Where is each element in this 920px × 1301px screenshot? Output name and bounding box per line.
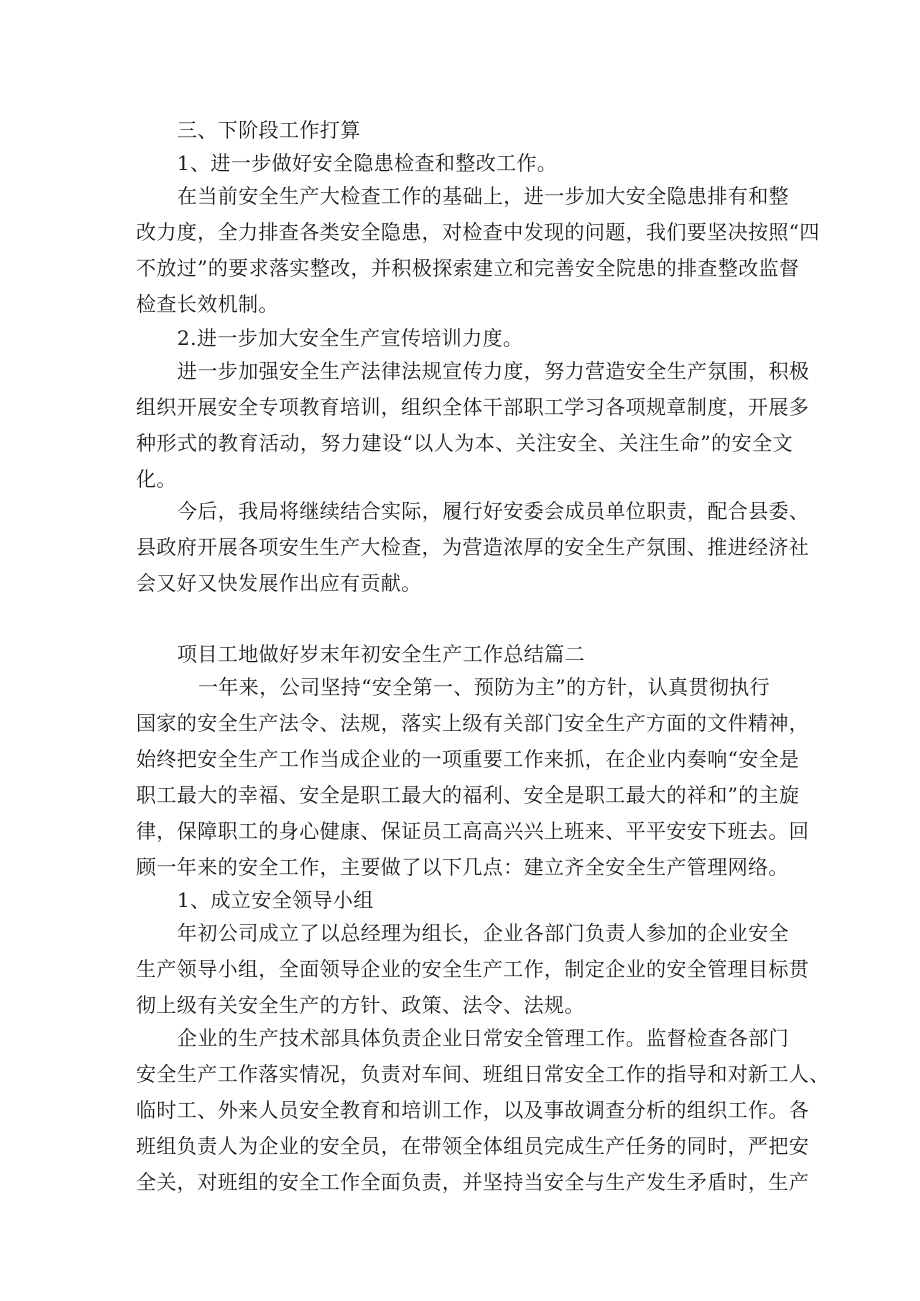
paragraph-line: 检查长效机制。	[136, 292, 279, 316]
paragraph-line: 顾一年来的安全工作，主要做了以下几点：建立齐全安全生产管理网络。	[136, 855, 789, 879]
item-heading: 1、成立安全领导小组	[177, 888, 374, 912]
paragraph-line: 生产领导小组，全面领导企业的安全生产工作，制定企业的安全管理目标贯	[136, 957, 810, 981]
paragraph-line: 始终把安全生产工作当成企业的一项重要工作来抓，在企业内奏响“安全是	[136, 747, 800, 771]
paragraph-line: 律，保障职工的身心健康、保证员工高高兴兴上班来、平平安安下班去。回	[136, 819, 810, 843]
paragraph-line: 种形式的教育活动，努力建设“以人为本、关注安全、关注生命”的安全文	[136, 431, 793, 455]
paragraph-line: 县政府开展各项安生生产大检查，为营造浓厚的安全生产氛围、推进经济社	[136, 535, 810, 559]
paragraph-line: 改力度，全力排查各类安全隐患，对检查中发现的问题，我们要坚决按照“四	[136, 220, 820, 244]
paragraph-line: 不放过”的要求落实整改，并积极探索建立和完善安全院患的排查整改监督	[136, 256, 800, 280]
article-title: 项目工地做好岁末年初安全生产工作总结篇二	[177, 642, 585, 666]
item-heading: 2.进一步加大安全生产宣传培训力度。	[177, 326, 524, 350]
paragraph-line: 在当前安全生产大检查工作的基础上，进一步加大安全隐患排有和整	[177, 184, 789, 208]
paragraph-line: 安全生产工作落实情况，负责对车间、班组日常安全工作的指导和对新工人、	[136, 1062, 830, 1086]
paragraph-line: 一年来，公司坚持“安全第一、预防为主”的方针，认真贯彻执行	[198, 675, 771, 699]
paragraph-line: 组织开展安全专项教育培训，组织全体干部职工学习各项规章制度，开展多	[136, 395, 810, 419]
item-heading: 1、进一步做好安全隐患检查和整改工作。	[177, 151, 558, 175]
paragraph-line: 今后，我局将继续结合实际，履行好安委会成员单位职责，配合县委、	[177, 499, 810, 523]
paragraph-line: 班组负责人为企业的安全员，在带领全体组员完成生产任务的同时，严把安	[136, 1134, 810, 1158]
paragraph-line: 企业的生产技术部具体负责企业日常安全管理工作。监督检查各部门	[177, 1026, 789, 1050]
paragraph-line: 职工最大的幸福、安全是职工最大的福利、安全是职工最大的祥和”的主旋	[136, 783, 800, 807]
paragraph-line: 进一步加强安全生产法律法规宣传力度，努力营造安全生产氛围，积极	[177, 359, 810, 383]
paragraph-line: 国家的安全生产法令、法规，落实上级有关部门安全生产方面的文件精神，	[136, 711, 810, 735]
paragraph-line: 化。	[136, 467, 177, 491]
paragraph-line: 全关，对班组的安全工作全面负责，并坚持当安全与生产发生矛盾时，生产	[136, 1170, 810, 1194]
paragraph-line: 彻上级有关安全生产的方针、政策、法令、法规。	[136, 993, 585, 1017]
paragraph-line: 临时工、外来人员安全教育和培训工作，以及事故调查分析的组织工作。各	[136, 1098, 810, 1122]
section-heading: 三、下阶段工作打算	[177, 118, 361, 142]
paragraph-line: 年初公司成立了以总经理为组长，企业各部门负责人参加的企业安全	[177, 921, 789, 945]
paragraph-line: 会又好又快发展作出应有贡献。	[136, 571, 422, 595]
